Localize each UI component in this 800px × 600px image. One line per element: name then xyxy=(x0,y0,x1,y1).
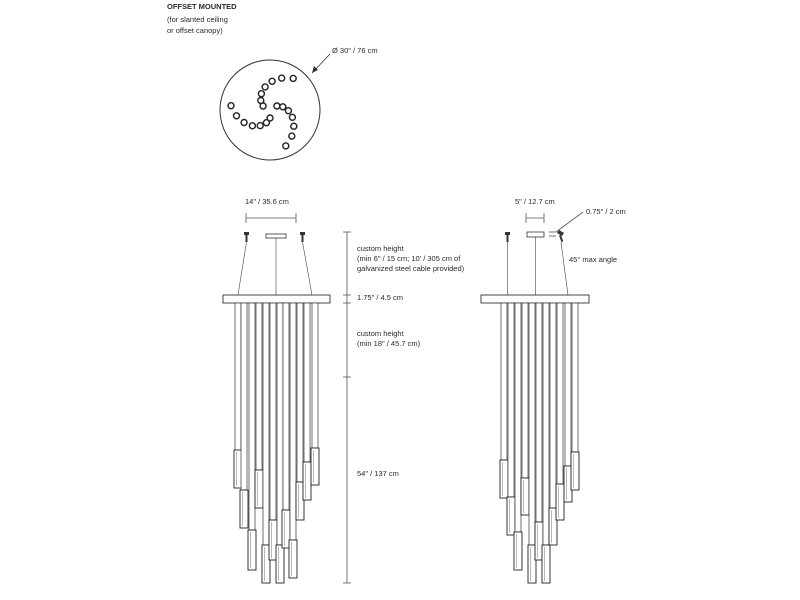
rod-tube xyxy=(241,303,247,490)
rod-glass xyxy=(248,530,256,570)
rod-glass xyxy=(500,460,508,498)
canopy-port-dot xyxy=(290,75,296,81)
rod-tube xyxy=(557,303,563,484)
canopy-port-dot xyxy=(249,123,255,129)
plate-thickness-label: 1.75" / 4.5 cm xyxy=(357,293,404,302)
right-mounting-plate xyxy=(481,295,589,303)
canopy-port-dot xyxy=(274,103,280,109)
rod-tube xyxy=(283,303,289,510)
max-angle-label: 45° max angle xyxy=(569,255,618,264)
left-mount-clip-right xyxy=(300,232,305,242)
left-canopy-center xyxy=(266,234,286,238)
canopy-port-dot xyxy=(234,113,240,119)
rod-glass xyxy=(521,478,529,515)
rod-tube xyxy=(297,303,303,482)
canopy-port-dot xyxy=(257,123,263,129)
rod-glass xyxy=(514,532,522,570)
canopy-port-dot xyxy=(285,108,291,114)
rod-glass xyxy=(556,484,564,520)
left-top-width-label: 14" / 35.6 cm xyxy=(245,197,289,206)
rod-tube xyxy=(270,303,276,520)
canopy-port-dot xyxy=(280,104,286,110)
canopy-port-dot xyxy=(258,91,264,97)
rod-height-label-2: (min 18" / 45.7 cm) xyxy=(357,339,421,348)
right-mount-clip-right xyxy=(557,230,564,242)
rod-tube xyxy=(515,303,521,532)
canopy-top-view xyxy=(220,54,330,160)
rod-tube xyxy=(277,303,283,545)
rod-tube xyxy=(256,303,262,470)
rod-tube xyxy=(536,303,542,522)
rod-glass xyxy=(255,470,263,508)
rod-tube xyxy=(522,303,528,478)
rod-tube xyxy=(543,303,549,545)
cable-height-label-1: custom height xyxy=(357,244,404,253)
left-elevation-view xyxy=(223,213,351,583)
rod-tube xyxy=(249,303,255,530)
cable-height-label-2: (min 6" / 15 cm; 10' / 305 cm of xyxy=(357,254,461,263)
rod-glass xyxy=(276,545,284,583)
rod-tube xyxy=(263,303,269,545)
canopy-port-dot xyxy=(241,120,247,126)
right-top-width-label: 5" / 12.7 cm xyxy=(515,197,555,206)
rod-glass xyxy=(240,490,248,528)
canopy-port-dot xyxy=(283,143,289,149)
fixture-height-label: 54" / 137 cm xyxy=(357,469,399,478)
right-canopy-center xyxy=(527,232,544,237)
rod-tube xyxy=(572,303,578,452)
rod-tube xyxy=(290,303,296,540)
rod-tube xyxy=(565,303,571,466)
left-mounting-plate xyxy=(223,295,330,303)
rod-tube xyxy=(501,303,507,460)
canopy-port-dot xyxy=(291,123,297,129)
diagram-title: OFFSET MOUNTED xyxy=(167,2,237,11)
canopy-port-dots xyxy=(228,75,297,149)
diagram-subtitle-line2: or offset canopy) xyxy=(167,26,223,35)
rod-tube xyxy=(235,303,241,450)
rod-tube xyxy=(550,303,556,508)
rod-tube xyxy=(304,303,310,462)
right-rod-cluster xyxy=(500,303,579,583)
canopy-port-dot xyxy=(289,114,295,120)
canopy-diameter-label: Ø 30" / 76 cm xyxy=(332,46,378,55)
canopy-depth-label: 0.75" / 2 cm xyxy=(586,207,626,216)
canopy-port-dot xyxy=(262,84,268,90)
canopy-port-dot xyxy=(279,75,285,81)
right-elevation-view xyxy=(481,212,589,583)
rod-glass xyxy=(507,497,515,535)
rod-tube xyxy=(312,303,318,448)
canopy-port-dot xyxy=(258,98,264,104)
left-rod-cluster xyxy=(234,303,319,583)
rod-glass xyxy=(542,545,550,583)
diagram-subtitle-line1: (for slanted ceiling xyxy=(167,15,228,24)
rod-glass xyxy=(289,540,297,578)
rod-glass xyxy=(303,462,311,500)
rod-glass xyxy=(571,452,579,490)
rod-tube xyxy=(529,303,535,545)
right-mount-clip-left xyxy=(505,232,510,242)
cable-height-label-3: galvanized steel cable provided) xyxy=(357,264,465,273)
left-mount-clip-left xyxy=(244,232,249,242)
canopy-port-dot xyxy=(228,103,234,109)
rod-tube xyxy=(508,303,514,497)
rod-glass xyxy=(311,448,319,485)
canopy-port-dot xyxy=(289,133,295,139)
rod-height-label-1: custom height xyxy=(357,329,404,338)
canopy-port-dot xyxy=(263,120,269,126)
canopy-port-dot xyxy=(269,78,275,84)
